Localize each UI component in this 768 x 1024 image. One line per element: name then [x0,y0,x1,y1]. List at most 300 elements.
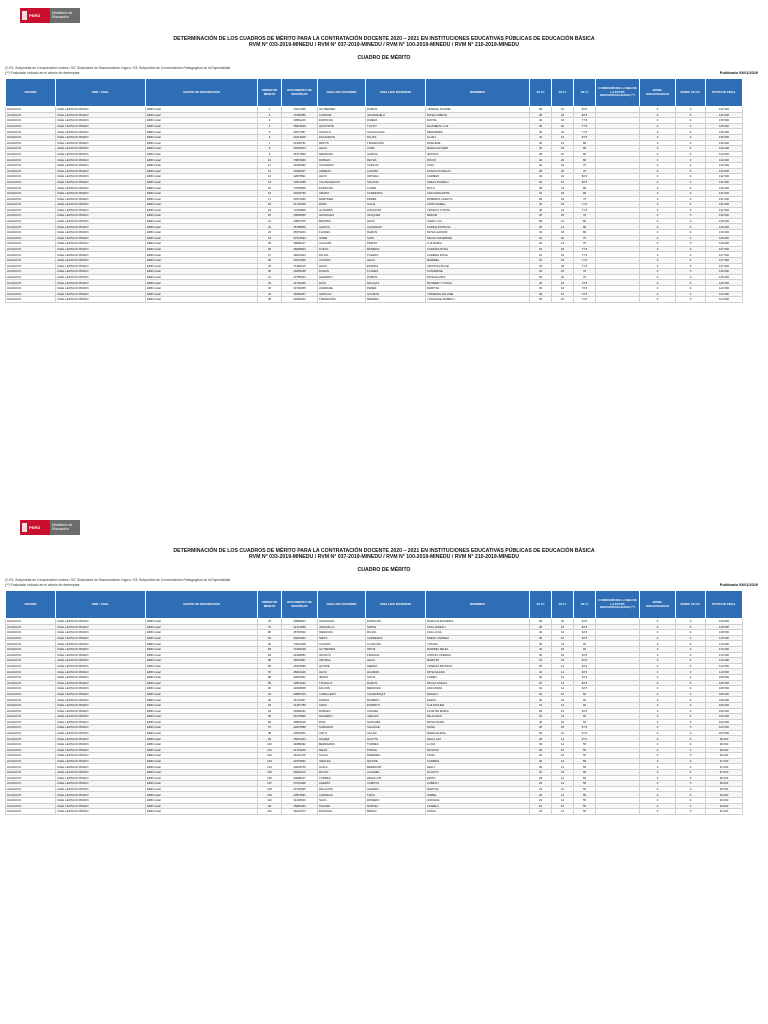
table-cell: ROJAS [366,630,426,636]
table-cell: 0 [676,680,706,686]
table-cell: 28 [530,736,552,742]
table-cell: LEON [366,218,426,224]
table-cell: JANET LUZ [426,218,530,224]
table-cell: 44831062 [282,635,318,641]
column-header: APELLIDO MATERNO [366,79,426,107]
table-cell: ADELA FIORELA [426,179,530,185]
table-cell: 45532210 [282,770,318,776]
table-cell: YOHANA ELIZABETH [426,297,530,303]
table-cell: 41925093 [282,162,318,168]
table-cell: 21 [258,218,282,224]
table-cell: 0 [640,258,676,264]
table-cell: 130.000 [706,224,743,230]
table-cell: 78 [258,619,282,625]
table-cell: 41722309 [282,747,318,753]
table-cell: UGEL LEONCIO PRADO [56,246,146,252]
table-cell: 0 [676,781,706,787]
table-body [6,107,743,303]
table-cell: HUANUCO [6,652,56,658]
table-cell: 102 [258,753,282,759]
table-cell: CUBA [366,146,426,152]
table-cell: CARMEN ROSA [426,252,530,258]
table-cell: EBR Inicial [146,630,258,636]
table-cell: 0 [640,218,676,224]
table-cell: 45843929 [282,123,318,129]
column-header: GRUPO DE INSCRIPCIÓN [146,79,258,107]
table-cell: UGEL LEONCIO PRADO [56,730,146,736]
table-cell: 43716693 [282,235,318,241]
table-cell: 57.5 [574,725,596,731]
table-cell: 55 [574,742,596,748]
table-cell: 45691234 [282,736,318,742]
table-cell: 0 [640,185,676,191]
table-cell: TUCTO [366,123,426,129]
table-cell: 0 [676,809,706,815]
table-cell: 38 [530,185,552,191]
table-cell: 0 [676,658,706,664]
table-cell: 45177866 [282,151,318,157]
table-cell: 126.500 [706,280,743,286]
column-header: BONIF. DISCAPACIDAD [640,79,676,107]
table-cell: ELIZABETH LUZ [426,123,530,129]
table-cell: 0 [676,179,706,185]
table-cell: 55 [574,758,596,764]
table-cell: HUANUCO [6,775,56,781]
table-cell: UGEL LEONCIO PRADO [56,663,146,669]
table-cell: 65 [574,641,596,647]
table-cell: EBR Inicial [146,190,258,196]
table-cell: 46384057 [282,291,318,297]
table-cell: UGEL LEONCIO PRADO [56,168,146,174]
table-cell: 11 [258,162,282,168]
table-cell: 40255348 [282,269,318,275]
table-cell: 55 [574,792,596,798]
table-cell: UGEL LEONCIO PRADO [56,179,146,185]
table-cell: 40 [530,162,552,168]
table-cell: 46741057 [282,697,318,703]
table-cell: MEJIA [318,747,366,753]
table-cell: 43785643 [282,274,318,280]
table-cell: 0 [640,680,676,686]
table-cell: UGEL LEONCIO PRADO [56,669,146,675]
table-cell: YESSENIA SALOME [426,291,530,297]
ministry-label: Ministerio de Educación [50,8,80,23]
table-cell: UGEL LEONCIO PRADO [56,630,146,636]
table-cell: EBR Inicial [146,658,258,664]
table-cell: 0 [640,686,676,692]
table-cell: 16 [552,134,574,140]
table-cell: 41723949 [282,202,318,208]
table-cell: SUMARAN [318,725,366,731]
table-cell: EBR Inicial [146,202,258,208]
table-cell: 41287785 [282,702,318,708]
table-cell: 135.500 [706,134,743,140]
table-cell: UGEL LEONCIO PRADO [56,213,146,219]
table-cell: EBR Inicial [146,803,258,809]
table-cell: OLIVARES [318,207,366,213]
table-cell: LEON [318,263,366,269]
table-cell: CHARAPAQUI [366,691,426,697]
table-cell: HUANUCO [6,770,56,776]
table-cell: 44721959 [282,624,318,630]
table-cell: 34 [530,658,552,664]
table-cell: 0 [640,702,676,708]
table-cell: 0 [640,129,676,135]
table-cell: HUANUCO [6,803,56,809]
table-cell: 0 [640,719,676,725]
table-cell: 95 [258,714,282,720]
table-cell: HINOJOSA [366,207,426,213]
table-cell: MARITZA [426,286,530,292]
table-cell: UGEL LEONCIO PRADO [56,775,146,781]
table-cell: RAMOS [366,274,426,280]
table-cell: 118.500 [706,624,743,630]
table-cell: EDITH [426,775,530,781]
table-cell: ESPINOZA [318,118,366,124]
table-cell: ROSA LIZBETH [426,112,530,118]
table-cell: MATOS [318,140,366,146]
table-cell: 32 [530,258,552,264]
table-cell: 72.5 [574,286,596,292]
table-cell: MENDEZ [366,297,426,303]
table-cell: 0 [676,291,706,297]
table-cell: EBR Inicial [146,786,258,792]
table-cell: RAMOS [366,230,426,236]
table-cell: 12 [552,809,574,815]
table-cell: UGEL LEONCIO PRADO [56,107,146,113]
table-cell: PEÑA [318,202,366,208]
table-cell: GOMEZ [318,736,366,742]
table-cell: 99.000 [706,742,743,748]
table-cell: CRISTINA PILAR [426,263,530,269]
table-cell: 0 [640,241,676,247]
table-cell: MARIBEL MEJIA [426,646,530,652]
table-cell: 12 [552,218,574,224]
table-cell: 14 [552,140,574,146]
table-cell: 16 [552,747,574,753]
table-cell: HUANUCO [6,157,56,163]
table-cell: 14 [552,702,574,708]
table-cell: EBR Inicial [146,719,258,725]
table-cell: 35 [258,297,282,303]
table-cell: LUZ MARIA [426,241,530,247]
table-cell: MORENO [366,246,426,252]
table-cell: 0 [676,714,706,720]
table-cell: EBR Inicial [146,241,258,247]
table-cell: HUANUCO [6,663,56,669]
table-cell: 24 [258,235,282,241]
table-cell: 70815960 [282,157,318,163]
table-cell: 28 [258,258,282,264]
table-cell: EBR Inicial [146,730,258,736]
table-cell: TOLEDO [366,252,426,258]
table-cell: 80 [574,218,596,224]
table-cell: UGEL LEONCIO PRADO [56,224,146,230]
table-cell: FIORELA [426,803,530,809]
table-cell: UGEL LEONCIO PRADO [56,190,146,196]
table-cell: 0 [640,635,676,641]
table-cell: 77.5 [574,118,596,124]
table-cell: 89 [258,680,282,686]
table-cell: 0 [640,798,676,804]
table-cell: 62.5 [574,658,596,664]
table-cell: HUANUCO [6,680,56,686]
table-cell: 134.000 [706,157,743,163]
table-cell: 0 [640,162,676,168]
table-cell: 0 [640,758,676,764]
table-cell: HUAYNATE [318,123,366,129]
table-cell: 3 [258,118,282,124]
table-cell: 16 [552,786,574,792]
table-cell [596,809,640,815]
table-cell: 0 [676,162,706,168]
table-cell: HUANUCO [6,702,56,708]
table-cell: EBR Inicial [146,646,258,652]
table-cell: 87 [258,669,282,675]
table-cell: HUANUCO [6,185,56,191]
table-cell: 105 [258,770,282,776]
table-cell: 106.500 [706,708,743,714]
table-cell: HUANUCO [6,252,56,258]
peru-flag-icon: PERÚ [20,520,50,535]
table-cell: UGEL LEONCIO PRADO [56,174,146,180]
table-cell: 0 [640,781,676,787]
table-cell: ROSA MARIA [426,719,530,725]
table-cell: HUANUCO [6,235,56,241]
table-cell: 44128953 [282,652,318,658]
table-cell: 12 [552,758,574,764]
table-cell: NIETO [318,635,366,641]
table-cell: ROJAS [318,252,366,258]
table-cell: 124.500 [706,291,743,297]
table-cell: 0 [640,213,676,219]
table-cell: 0 [640,770,676,776]
table-cell: UGEL LEONCIO PRADO [56,624,146,630]
table-cell: 32 [530,230,552,236]
table-cell: HUANUCO [6,286,56,292]
table-cell: 0 [640,803,676,809]
table-cell: HUANUCO [6,207,56,213]
table-cell: 41206643 [282,798,318,804]
table-cell: UGEL LEONCIO PRADO [56,686,146,692]
table-cell: ANA LUCIA [426,630,530,636]
table-cell: 134.000 [706,151,743,157]
table-cell: 0 [676,246,706,252]
table-cell: UGEL LEONCIO PRADO [56,781,146,787]
table-cell: HUANUCO [6,753,56,759]
table-cell: 43476436 [282,258,318,264]
table-cell: 26 [530,753,552,759]
table-cell: UGEL LEONCIO PRADO [56,803,146,809]
table-cell: 0 [676,252,706,258]
table-cell: 38 [530,151,552,157]
footnotes [5,578,230,587]
table-cell: GUTIERREZ [318,107,366,113]
column-header: S1 (*) [530,79,552,107]
table-cell: 44720835 [282,786,318,792]
table-cell: 43557891 [282,792,318,798]
table-cell: 45890137 [282,241,318,247]
table-cell: GIOVANA [426,798,530,804]
table-cell: 0 [640,168,676,174]
table-cell: HUANUCO [6,736,56,742]
table-cell: EBR Inicial [146,107,258,113]
table-cell: 131.500 [706,202,743,208]
table-cell: 0 [640,140,676,146]
table-cell: 43372066 [282,196,318,202]
table-cell: UGEL LEONCIO PRADO [56,786,146,792]
table-cell: 93 [258,702,282,708]
table-cell: 106.000 [706,719,743,725]
table-cell: MENDOZA [366,686,426,692]
table-cell: 72193806 [282,207,318,213]
table-cell: 0 [640,230,676,236]
table-cell: HUANUCO [6,297,56,303]
table-cell: 38 [530,218,552,224]
table-cell: HUANUCO [6,168,56,174]
table-cell: 77.5 [574,263,596,269]
table-cell: 0 [640,646,676,652]
table-cell: 70 [574,269,596,275]
table-cell: BENITES [318,218,366,224]
table-cell: 38 [530,196,552,202]
table-cell: 9 [258,151,282,157]
table-cell: 65 [574,646,596,652]
table-cell: 134.000 [706,146,743,152]
table-cell: 30 [530,730,552,736]
table-cell: 26 [530,781,552,787]
table-cell: FLORES [366,269,426,275]
table-cell: HUANUCO [6,134,56,140]
table-cell: 70213459 [282,107,318,113]
table-cell: HUANUCO [6,697,56,703]
table-cell: LOPEZ [366,185,426,191]
table-cell: 129.000 [706,235,743,241]
column-header: REGIÓN [6,591,56,619]
table-cell: HUANUCO [6,764,56,770]
table-cell: 16 [258,190,282,196]
table-cell: VALENZUELA [366,112,426,118]
table-cell: 0 [676,168,706,174]
table-cell: 80 [574,230,596,236]
table-cell: MARTEL [366,803,426,809]
table-cell: HUANUCO [6,107,56,113]
table-cell: 0 [676,686,706,692]
table-cell: MARTINEZ [318,196,366,202]
table-cell: UGEL LEONCIO PRADO [56,646,146,652]
table-cell: 15 [258,185,282,191]
table-cell: 75 [574,168,596,174]
table-cell: CORNEJO [318,792,366,798]
table-cell: 0 [676,736,706,742]
table-cell: 18 [552,697,574,703]
table-cell [596,297,640,303]
column-header: DOCUMENTO DE IDENTIDAD [282,79,318,107]
table-cell: MAYRA [426,118,530,124]
table-cell: UGEL LEONCIO PRADO [56,641,146,647]
table-cell: 34 [530,190,552,196]
table-cell: 18 [258,202,282,208]
table-cell: 0 [640,174,676,180]
table-cell: SALAZAR [366,725,426,731]
table-cell: 80 [574,224,596,230]
table-cell: 0 [676,770,706,776]
table-cell: 20 [552,123,574,129]
column-header: DOCUMENTO DE IDENTIDAD [282,591,318,619]
table-cell: YESENIA PATRICIA [426,663,530,669]
table-cell: UGEL LEONCIO PRADO [56,263,146,269]
table-cell: 77.5 [574,252,596,258]
table-cell: ALVARADO [366,224,426,230]
table-cell: EBR Inicial [146,112,258,118]
table-cell: 0 [640,280,676,286]
table-cell: 97.000 [706,758,743,764]
table-cell: 12 [552,792,574,798]
table-cell: 38 [530,624,552,630]
table-cell: 62.5 [574,635,596,641]
table-cell: 0 [640,742,676,748]
table-cell: HUANUCO [6,140,56,146]
table-cell: ROSA ELENA [426,669,530,675]
table-cell: 75 [574,162,596,168]
table-cell: 32 [530,246,552,252]
table-cell: TRAVEZAÑO [366,140,426,146]
table-cell: 104 [258,764,282,770]
table-cell: 55 [574,753,596,759]
table-cell: EBR Inicial [146,146,258,152]
table-cell: EBR Inicial [146,297,258,303]
table-cell: 14 [552,764,574,770]
table-cell: RAMOS [366,680,426,686]
table-cell: 16 [552,630,574,636]
table-cell: 0 [640,146,676,152]
table-cell: 41894568 [282,686,318,692]
table-cell: LEON [366,658,426,664]
table-cell: HUANUCO [6,146,56,152]
table-cell: EBR Inicial [146,230,258,236]
table-cell: HUANUCO [6,691,56,697]
table-cell: UGEL LEONCIO PRADO [56,185,146,191]
table-cell: 36 [530,641,552,647]
table-cell: 0 [640,263,676,269]
table-cell: 0 [676,786,706,792]
table-cell: ESPADA [366,263,426,269]
table-cell: 131.000 [706,196,743,202]
table-cell: 62.5 [574,680,596,686]
table-cell: HUANUCO [6,112,56,118]
table-cell: 101 [258,747,282,753]
column-header: GRUPO DE INSCRIPCIÓN [146,591,258,619]
table-cell: 62.5 [574,708,596,714]
table-cell: 82.5 [574,107,596,113]
column-header: S3 (*) [574,591,596,619]
table-cell: HUANUCO [6,246,56,252]
table-cell: CHAVEZ [318,803,366,809]
table-cell: 77.5 [574,246,596,252]
table-cell: HUANUCO [6,202,56,208]
table-cell: SIERRA [366,663,426,669]
table-cell: CINTHIA YESENIA [426,652,530,658]
table-cell: VARGAS [366,714,426,720]
table-cell: 44796455 [282,286,318,292]
table-cell: 40 [530,140,552,146]
table-cell: EBR Inicial [146,291,258,297]
table-cell: HUANUCO [6,708,56,714]
table-cell: 135.500 [706,129,743,135]
table-cell: 72.5 [574,280,596,286]
table-cell: 16 [552,691,574,697]
table-cell: 0 [676,151,706,157]
